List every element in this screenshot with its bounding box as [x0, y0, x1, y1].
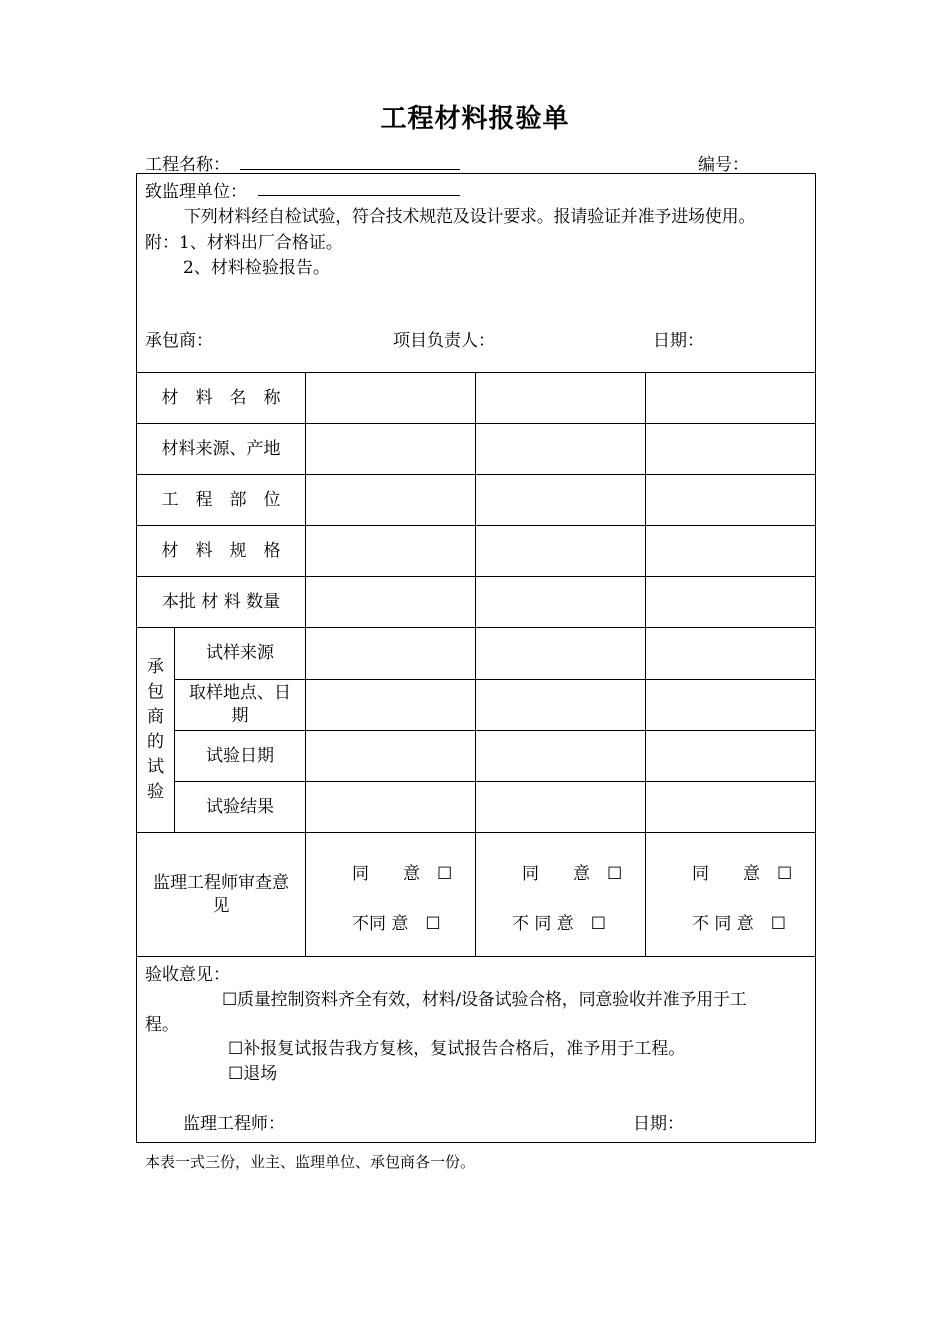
attachment-item-2: 2、材料检验报告。 — [183, 258, 330, 278]
group-label-char: 包 — [147, 682, 164, 702]
disagree-checkbox-3[interactable]: 不 同 意 ☐ — [692, 914, 787, 934]
group-label-char: 试 — [147, 757, 164, 777]
contractor-label: 承包商： — [145, 331, 213, 351]
row-label-sample-place-date: 取样地点、日期 — [189, 683, 291, 726]
form-footer-note: 本表一式三份，业主、监理单位、承包商各一份。 — [145, 1153, 476, 1171]
row-label-batch-quantity: 本批 材 料 数量 — [161, 591, 281, 612]
form-title: 工程材料报验单 — [380, 104, 570, 134]
acceptance-option-retest[interactable]: ☐补报复试报告我方复核，复试报告合格后，准予用于工程。 — [228, 1039, 686, 1059]
to-supervisor-label: 致监理单位： — [145, 182, 247, 202]
project-name-label: 工程名称： — [145, 155, 230, 175]
row-label-test-result: 试验结果 — [206, 796, 274, 817]
row-label-project-part: 工 程 部 位 — [161, 489, 281, 510]
attachment-item-1: 附：1、材料出厂合格证。 — [145, 233, 343, 253]
acceptance-option-approve[interactable]: ☐质量控制资料齐全有效，材料/设备试验合格，同意验收并准予用于工 — [222, 990, 747, 1010]
group-label-char: 的 — [147, 732, 164, 752]
row-label-sample-source: 试样来源 — [206, 643, 274, 663]
supervising-engineer-label: 监理工程师： — [183, 1114, 285, 1134]
agree-checkbox-2[interactable]: 同 意 ☐ — [522, 864, 623, 884]
acceptance-option-approve-cont: 程。 — [145, 1015, 179, 1035]
row-label-test-date: 试验日期 — [206, 745, 274, 766]
submission-date-label: 日期： — [653, 331, 704, 351]
grid-line — [136, 956, 816, 957]
grid-line — [305, 372, 306, 956]
contractor-test-group-label — [137, 655, 174, 805]
acceptance-label: 验收意见： — [145, 965, 230, 985]
acceptance-date-label: 日期： — [633, 1114, 684, 1134]
grid-line — [645, 372, 646, 956]
row-label-material-origin: 材料来源、产地 — [161, 438, 281, 459]
project-name-field[interactable] — [240, 169, 460, 170]
disagree-checkbox-1[interactable]: 不同 意 ☐ — [352, 914, 441, 934]
agree-checkbox-1[interactable]: 同 意 ☐ — [352, 864, 453, 884]
supervisor-unit-field[interactable] — [258, 195, 460, 196]
group-label-char: 承 — [147, 657, 164, 677]
group-label-char: 商 — [147, 707, 164, 727]
submission-statement: 下列材料经自检试验，符合技术规范及设计要求。报请验证并准予进场使用。 — [184, 207, 756, 227]
project-manager-label: 项目负责人： — [393, 331, 495, 351]
group-label-char: 验 — [147, 782, 164, 802]
grid-line — [475, 372, 476, 956]
review-opinion-label: 监理工程师审查意见 — [153, 872, 289, 916]
row-label-material-spec: 材 料 规 格 — [161, 540, 281, 561]
number-label: 编号： — [698, 155, 749, 175]
acceptance-option-reject[interactable]: ☐退场 — [228, 1064, 278, 1084]
agree-checkbox-3[interactable]: 同 意 ☐ — [692, 864, 793, 884]
row-label-material-name: 材 料 名 称 — [161, 387, 281, 408]
disagree-checkbox-2[interactable]: 不 同 意 ☐ — [512, 914, 607, 934]
